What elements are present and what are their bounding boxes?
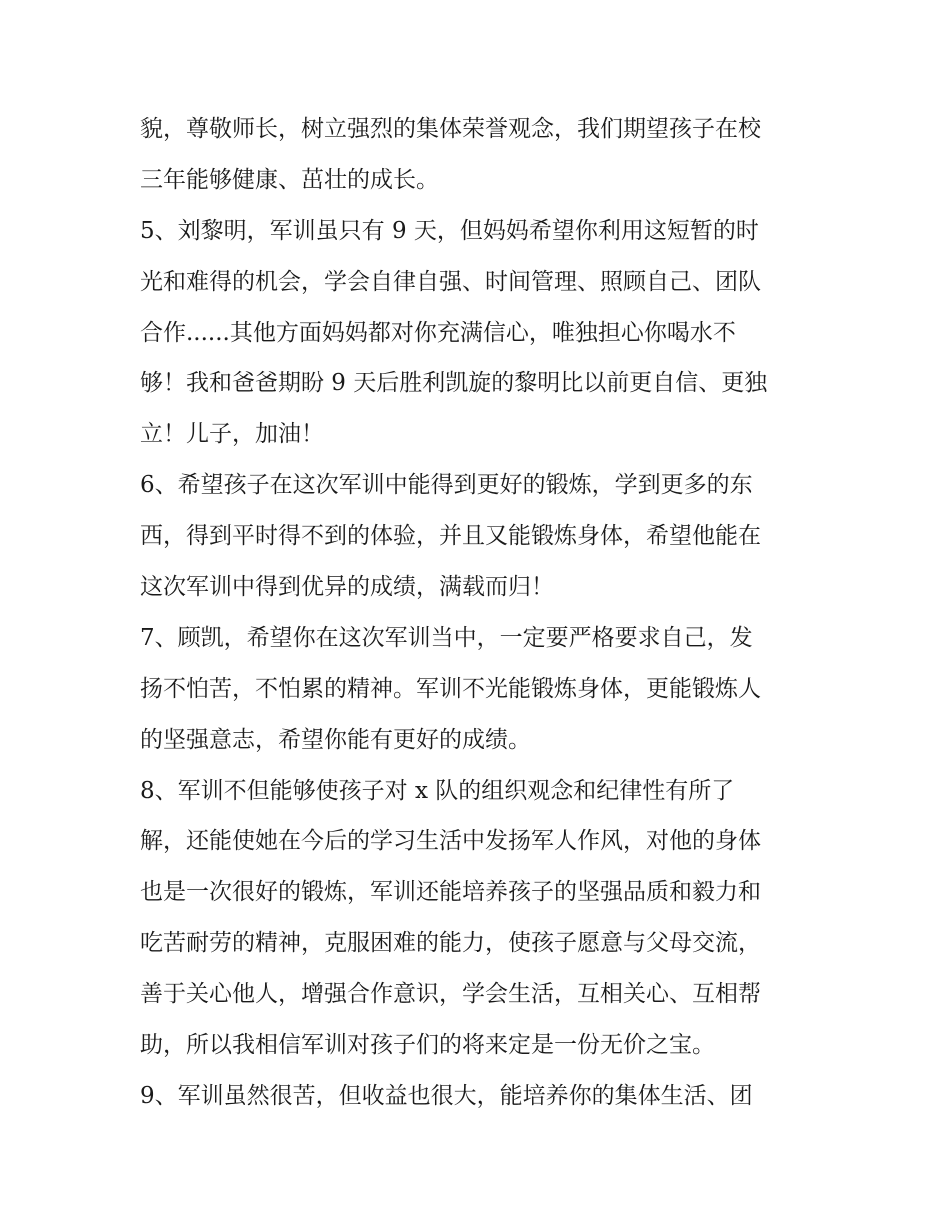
- text-line: 光和难得的机会，学会自律自强、时间管理、照顾自己、团队: [140, 268, 761, 295]
- text-line: 也是一次很好的锻炼，军训还能培养孩子的坚强品质和毅力和: [140, 879, 761, 906]
- text-line: 的坚强意志，希望你能有更好的成绩。: [140, 726, 531, 753]
- document-body: [140, 104, 820, 1122]
- text-line: 这次军训中得到优异的成绩，满载而归！: [140, 574, 554, 601]
- text-line: 助，所以我相信军训对孩子们的将来定是一份无价之宝。: [140, 1032, 715, 1059]
- text-line: 5、刘黎明，军训虽只有 9 天，但妈妈希望你利用这短暂的时: [140, 217, 759, 244]
- text-line: 善于关心他人，增强合作意识，学会生活，互相关心、互相帮: [140, 981, 761, 1008]
- text-line: 够！我和爸爸期盼 9 天后胜利凯旋的黎明比以前更自信、更独: [140, 370, 768, 397]
- text-line: 貌，尊敬师长，树立强烈的集体荣誉观念，我们期望孩子在校: [140, 116, 761, 142]
- text-line: 6、希望孩子在这次军训中能得到更好的锻炼，学到更多的东: [140, 472, 753, 499]
- text-line: 7、顾凯，希望你在这次军训当中，一定要严格要求自己，发: [140, 624, 753, 651]
- text-line: 解，还能使她在今后的学习生活中发扬军人作风，对他的身体: [140, 828, 761, 855]
- text-line: 西，得到平时得不到的体验，并且又能锻炼身体，希望他能在: [140, 523, 761, 550]
- text-line: 8、军训不但能够使孩子对 x 队的组织观念和纪律性有所了: [140, 777, 735, 804]
- text-line: 扬不怕苦，不怕累的精神。军训不光能锻炼身体，更能锻炼人: [140, 675, 761, 702]
- text-line: 合作......其他方面妈妈都对你充满信心，唯独担心你喝水不: [140, 319, 736, 346]
- text-line: 吃苦耐劳的精神，克服困难的能力，使孩子愿意与父母交流，: [140, 930, 761, 957]
- text-line: 三年能够健康、茁壮的成长。: [140, 166, 439, 193]
- text-line: 立！儿子，加油！: [140, 421, 324, 448]
- text-line: 9、军训虽然很苦，但收益也很大，能培养你的集体生活、团: [140, 1082, 753, 1109]
